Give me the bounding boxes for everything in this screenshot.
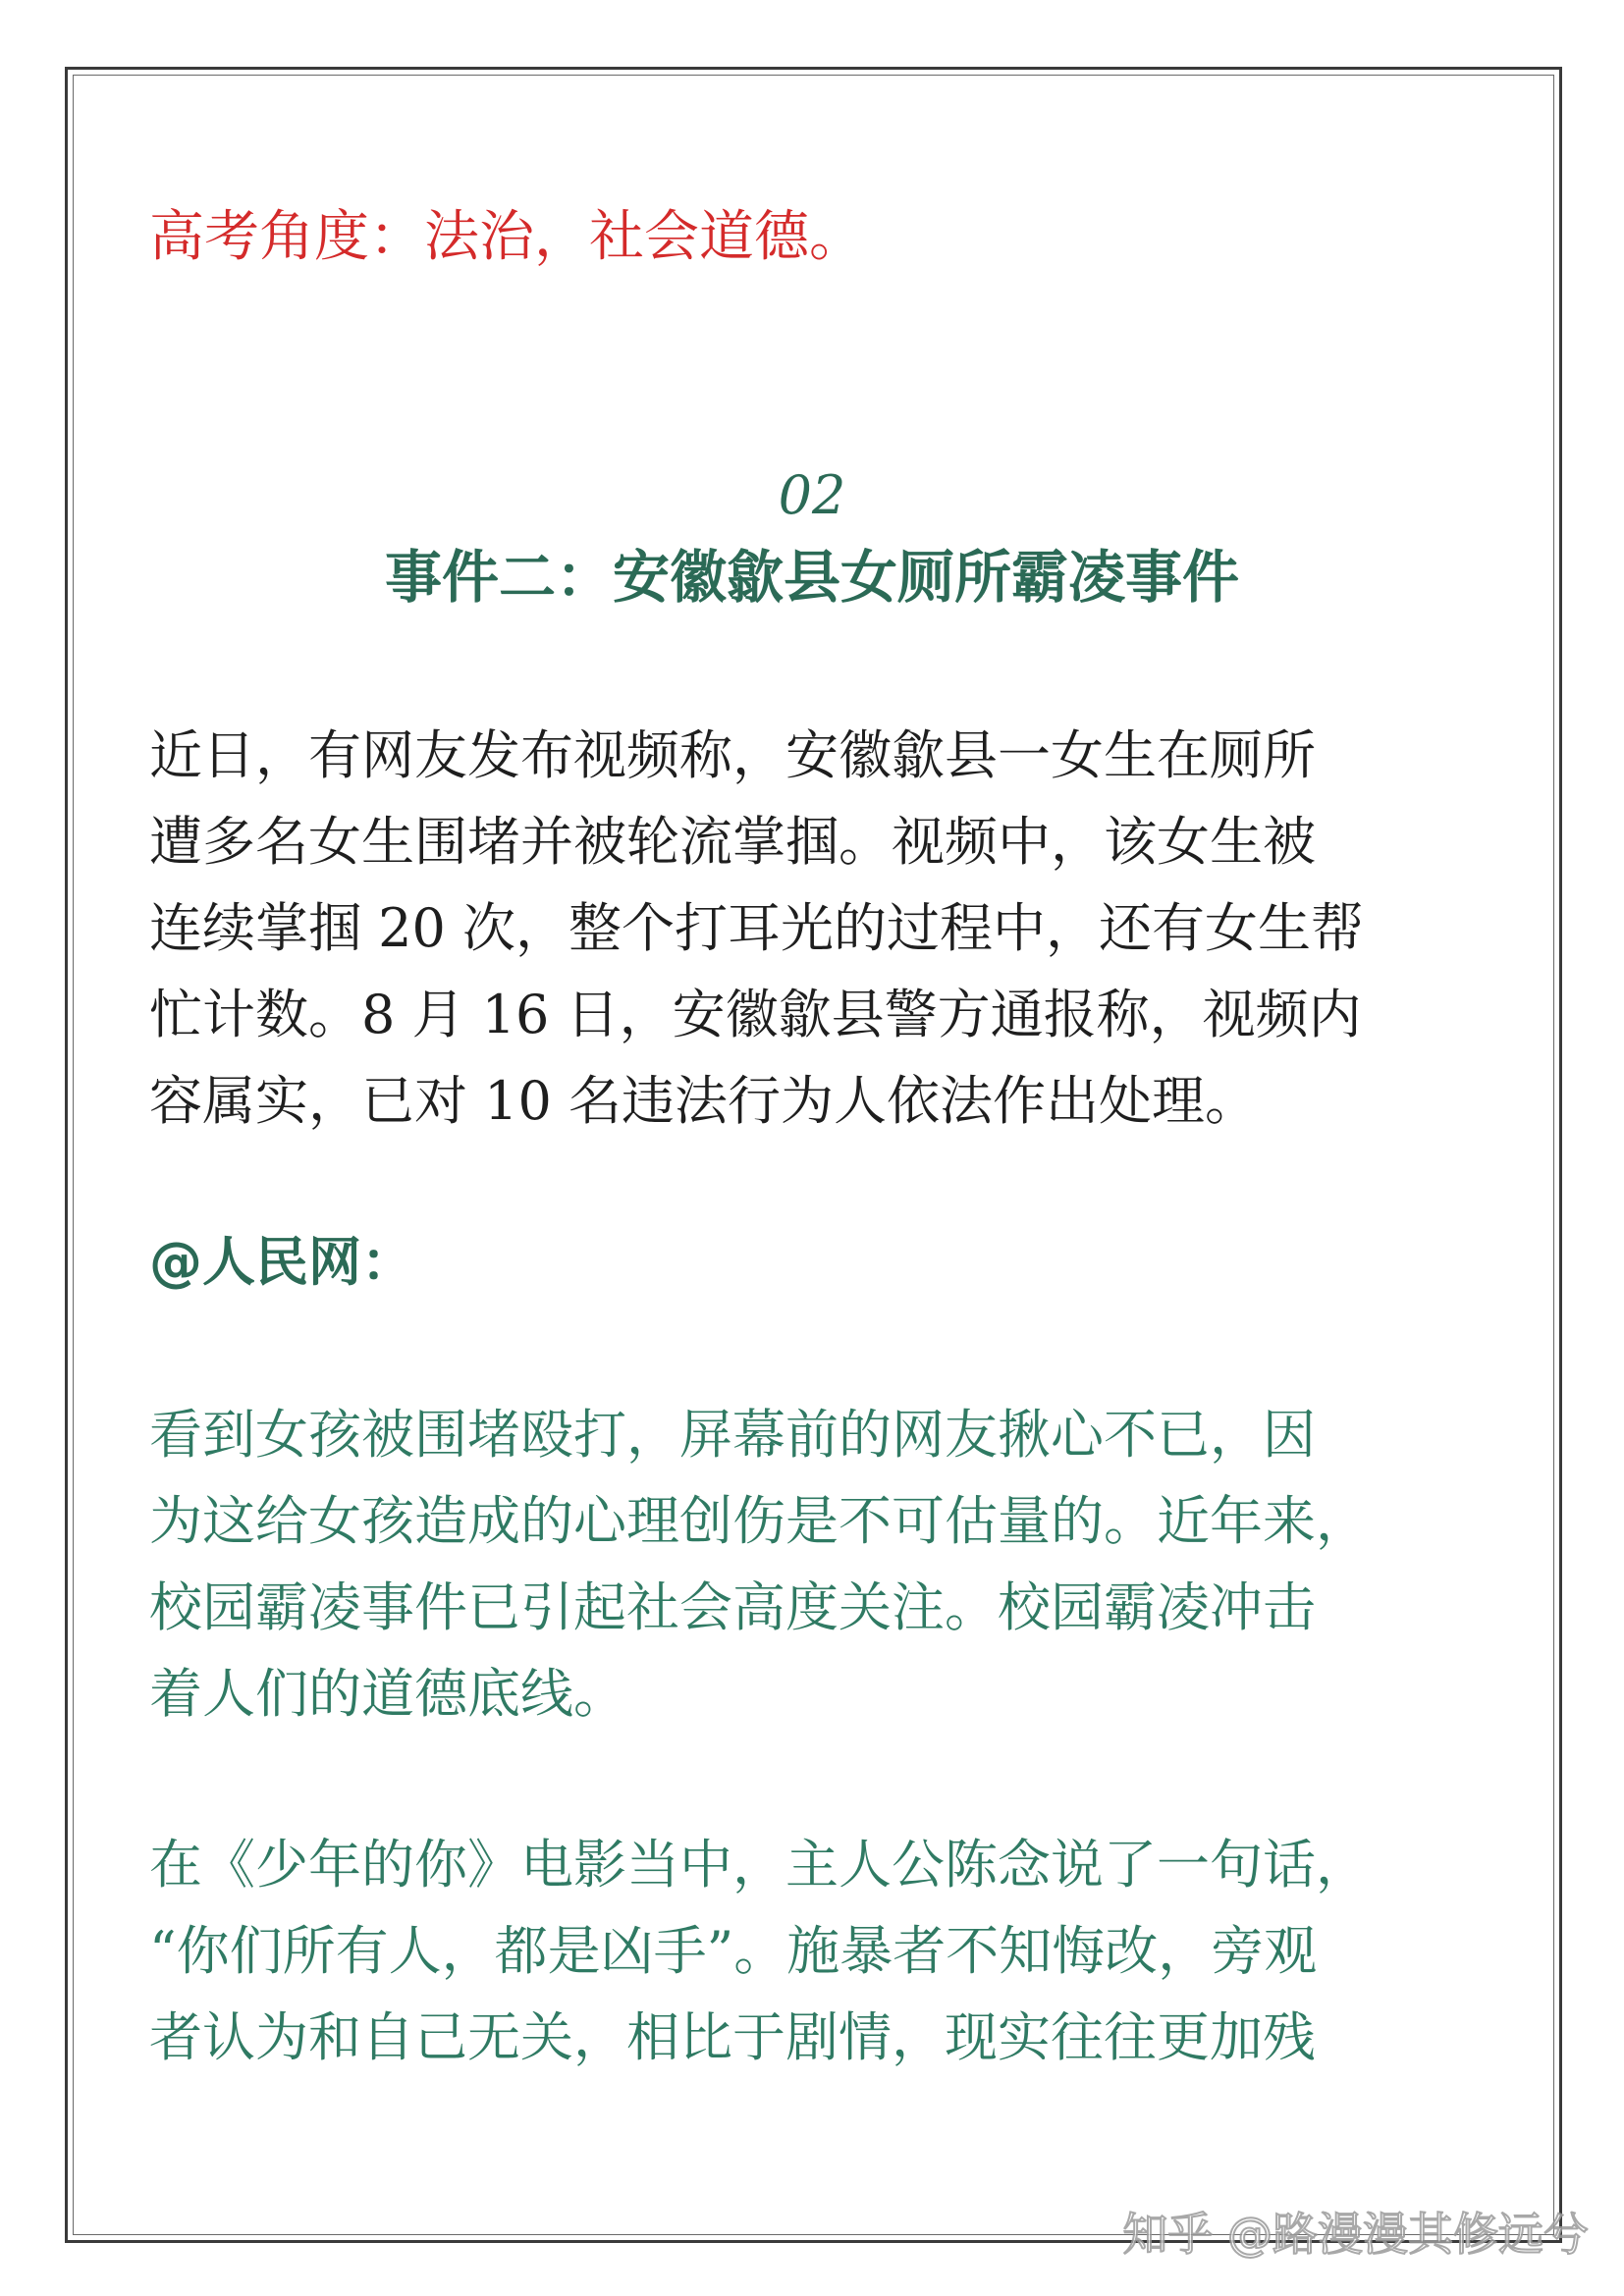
comment-line: 在《少年的你》电影当中，主人公陈念说了一句话， (149, 1834, 1369, 1896)
zhihu-watermark: 知乎 @路漫漫其修远兮 (1122, 2208, 1589, 2261)
news-line: 容属实，已对 10 名违法行为人依法作出处理。 (149, 1070, 1259, 1132)
comment-paragraph-1 (149, 1392, 1485, 1737)
exam-angle-text: 高考角度：法治，社会道德。 (149, 205, 864, 269)
comment-line: 校园霸凌事件已引起社会高度关注。校园霸凌冲击 (149, 1576, 1316, 1638)
comment-line: “你们所有人，都是凶手”。施暴者不知悔改，旁观 (149, 1920, 1318, 1982)
news-line: 近日，有网友发布视频称，安徽歙县一女生在厕所 (149, 724, 1316, 786)
comment-line: 看到女孩被围堵殴打，屏幕前的网友揪心不已，因 (149, 1404, 1316, 1466)
event-title: 事件二：安徽歙县女厕所霸凌事件 (384, 544, 1239, 611)
news-line: 遭多名女生围堵并被轮流掌掴。视频中，该女生被 (149, 811, 1316, 873)
news-paragraph (149, 713, 1485, 1145)
comment-line: 着人们的道德底线。 (149, 1663, 626, 1725)
comment-line: 者认为和自己无关，相比于剧情，现实往往更加残 (149, 2006, 1316, 2068)
event-number: 02 (778, 464, 846, 526)
comment-paragraph-2 (149, 1822, 1485, 2081)
news-line: 忙计数。8 月 16 日，安徽歙县警方通报称，视频内 (149, 984, 1362, 1045)
news-line: 连续掌掴 20 次，整个打耳光的过程中，还有女生帮 (149, 897, 1365, 959)
comment-line: 为这给女孩造成的心理创伤是不可估量的。近年来， (149, 1490, 1369, 1552)
source-label: @人民网： (149, 1231, 414, 1293)
